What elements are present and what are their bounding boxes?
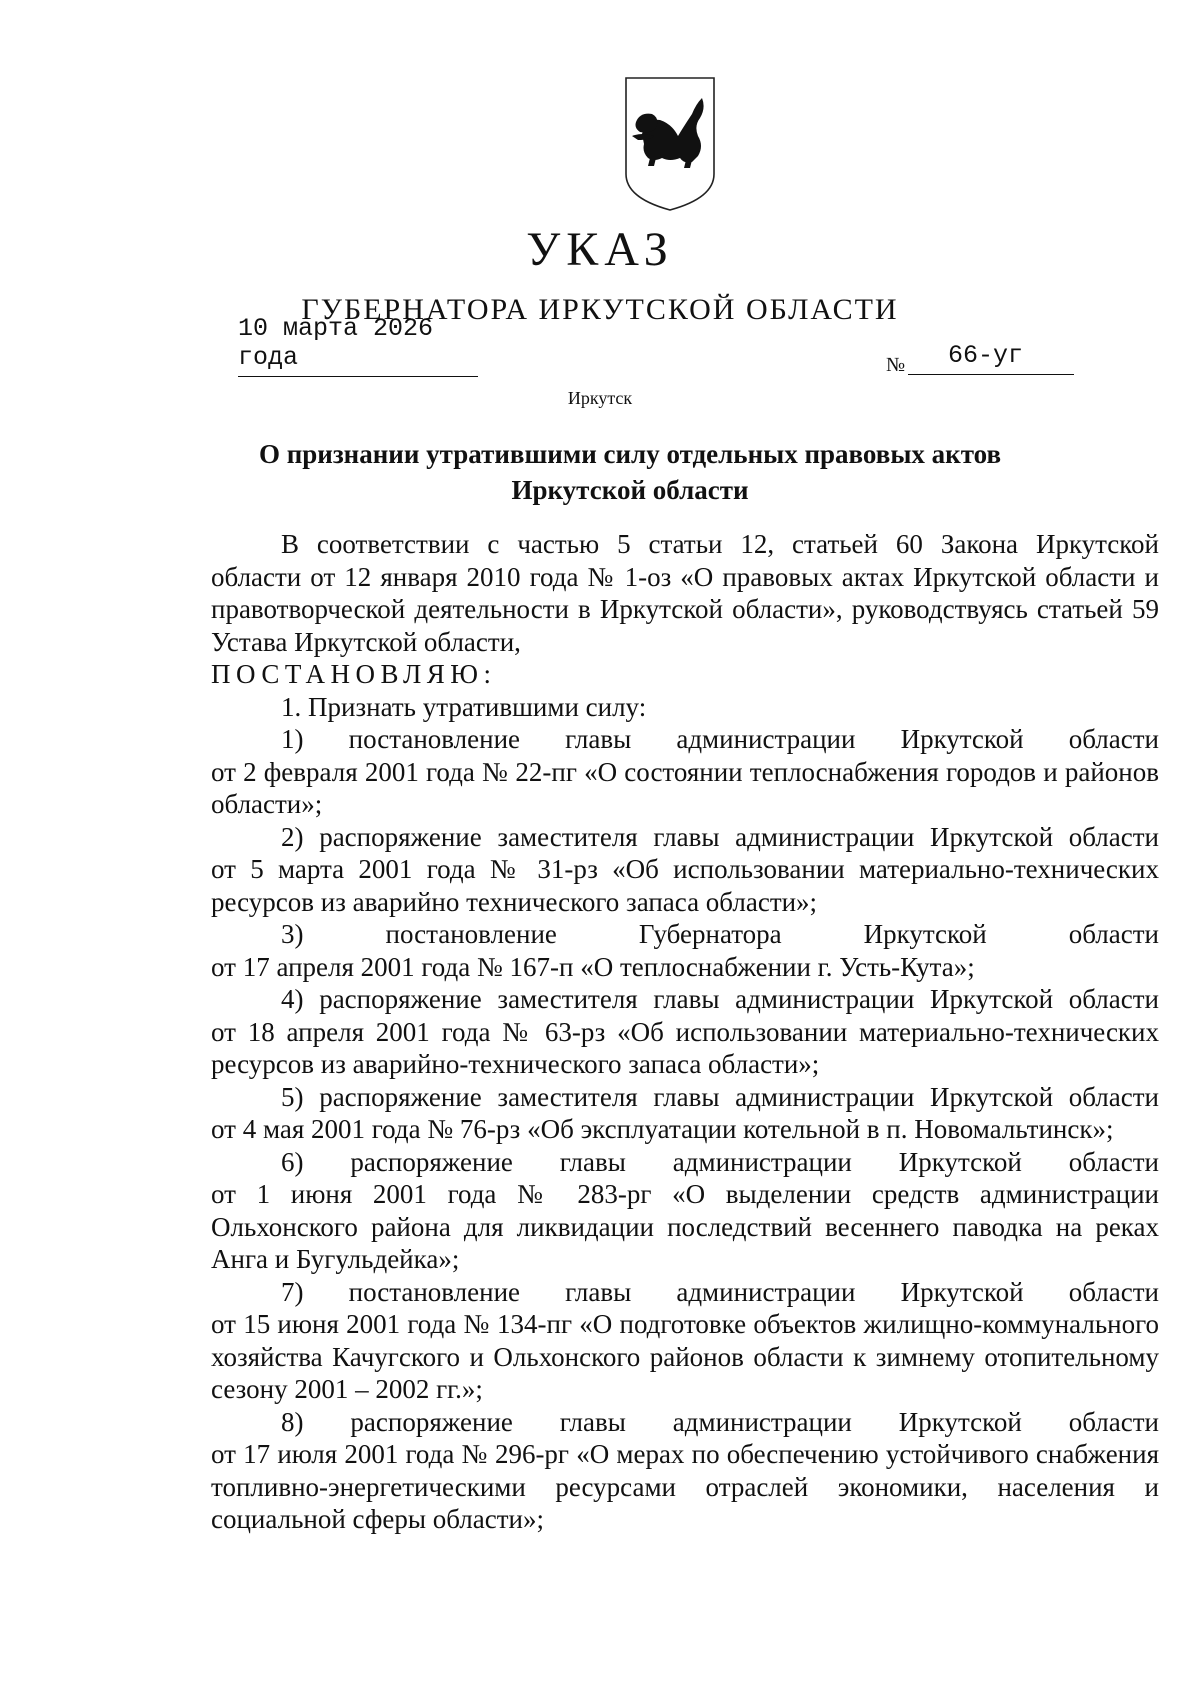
decree-word: ПОСТАНОВЛЯЮ: (211, 659, 497, 689)
item-7-line-1: 7) постановление главы администрации Иркутской области (281, 1276, 1159, 1307)
item-1-rest: от 2 февраля 2001 года № 22-пг «О состоянии теплоснабжения городов и районов области»; (211, 756, 1159, 819)
document-title: УКАЗ (526, 223, 674, 276)
item-4-line-1: 4) распоряжение заместителя главы администрации Иркутской области (281, 984, 1159, 1014)
document-subtitle: ГУБЕРНАТОРА ИРКУТСКОЙ ОБЛАСТИ (301, 293, 899, 326)
document-body (211, 528, 1159, 1536)
document-heading (180, 436, 1080, 508)
document-city: Иркутск (567, 388, 633, 408)
item-2-line-1: 2) распоряжение заместителя главы администрации Иркутской области (281, 821, 1159, 852)
preamble-line-1: В соответствии с частью 5 статьи 12, статьей 60 Закона Иркутской (281, 529, 1159, 559)
item-4-rest: от 18 апреля 2001 года № 63-рз «Об использовании материально-технических ресурсов из аварийно-технического запаса области»; (211, 1016, 1159, 1079)
item-8-rest: от 17 июля 2001 года № 296-рг «О мерах по обеспечению устойчивого снабжения топливно-энергетическими ресурсами отраслей экономики, населения и социальной сферы области»; (211, 1439, 1159, 1534)
heading-line-1: О признании утратившими силу отдельных правовых актов (258, 439, 1002, 469)
item-3-rest: от 17 апреля 2001 года № 167-п «О теплоснабжении г. Усть-Кута»; (211, 951, 975, 982)
item-6-rest: от 1 июня 2001 года № 283-рг «О выделении средств администрации Ольхонского района для ликвидации последствий весеннего паводка на реках Анга и Бугульдейка»; (211, 1179, 1159, 1274)
document-number: 66-уг (948, 341, 1024, 370)
preamble-rest: области от 12 января 2010 года № 1-оз «О правовых актах Иркутской области и правотворческой деятельности в Иркутской области», руководствуясь статьей 59 Устава Иркутской области, (211, 561, 1159, 657)
date-field (238, 314, 478, 377)
document-date: 10 марта 2026 года (238, 314, 434, 372)
item-7-rest: от 15 июня 2001 года № 134-пг «О подготовке объектов жилищно-коммунального хозяйства Качугского и Ольхонского районов области к зимнему отопительному сезону 2001 – 2002 гг.»; (211, 1309, 1159, 1404)
item-5-rest: от 4 мая 2001 года № 76-рз «Об эксплуатации котельной в п. Новомальтинск»; (211, 1114, 1114, 1144)
item-8-line-1: 8) распоряжение главы администрации Иркутской области (281, 1406, 1159, 1437)
item-2-rest: от 5 марта 2001 года № 31-рз «Об использовании материально-технических ресурсов из аварийно технического запаса области»; (211, 854, 1159, 917)
clause-1: 1. Признать утратившими силу: (281, 691, 647, 722)
heading-line-2: Иркутской области (511, 475, 749, 505)
item-1-line-1: 1) постановление главы администрации Иркутской области (281, 724, 1159, 754)
item-6-line-1: 6) распоряжение главы администрации Иркутской области (281, 1146, 1159, 1177)
number-sign: № (886, 354, 906, 376)
irkutsk-coat-of-arms-icon (620, 74, 720, 214)
item-5-line-1: 5) распоряжение заместителя главы администрации Иркутской области (281, 1081, 1159, 1112)
item-3-line-1: 3) постановление Губернатора Иркутской области (281, 919, 1159, 949)
number-field (908, 338, 1074, 375)
